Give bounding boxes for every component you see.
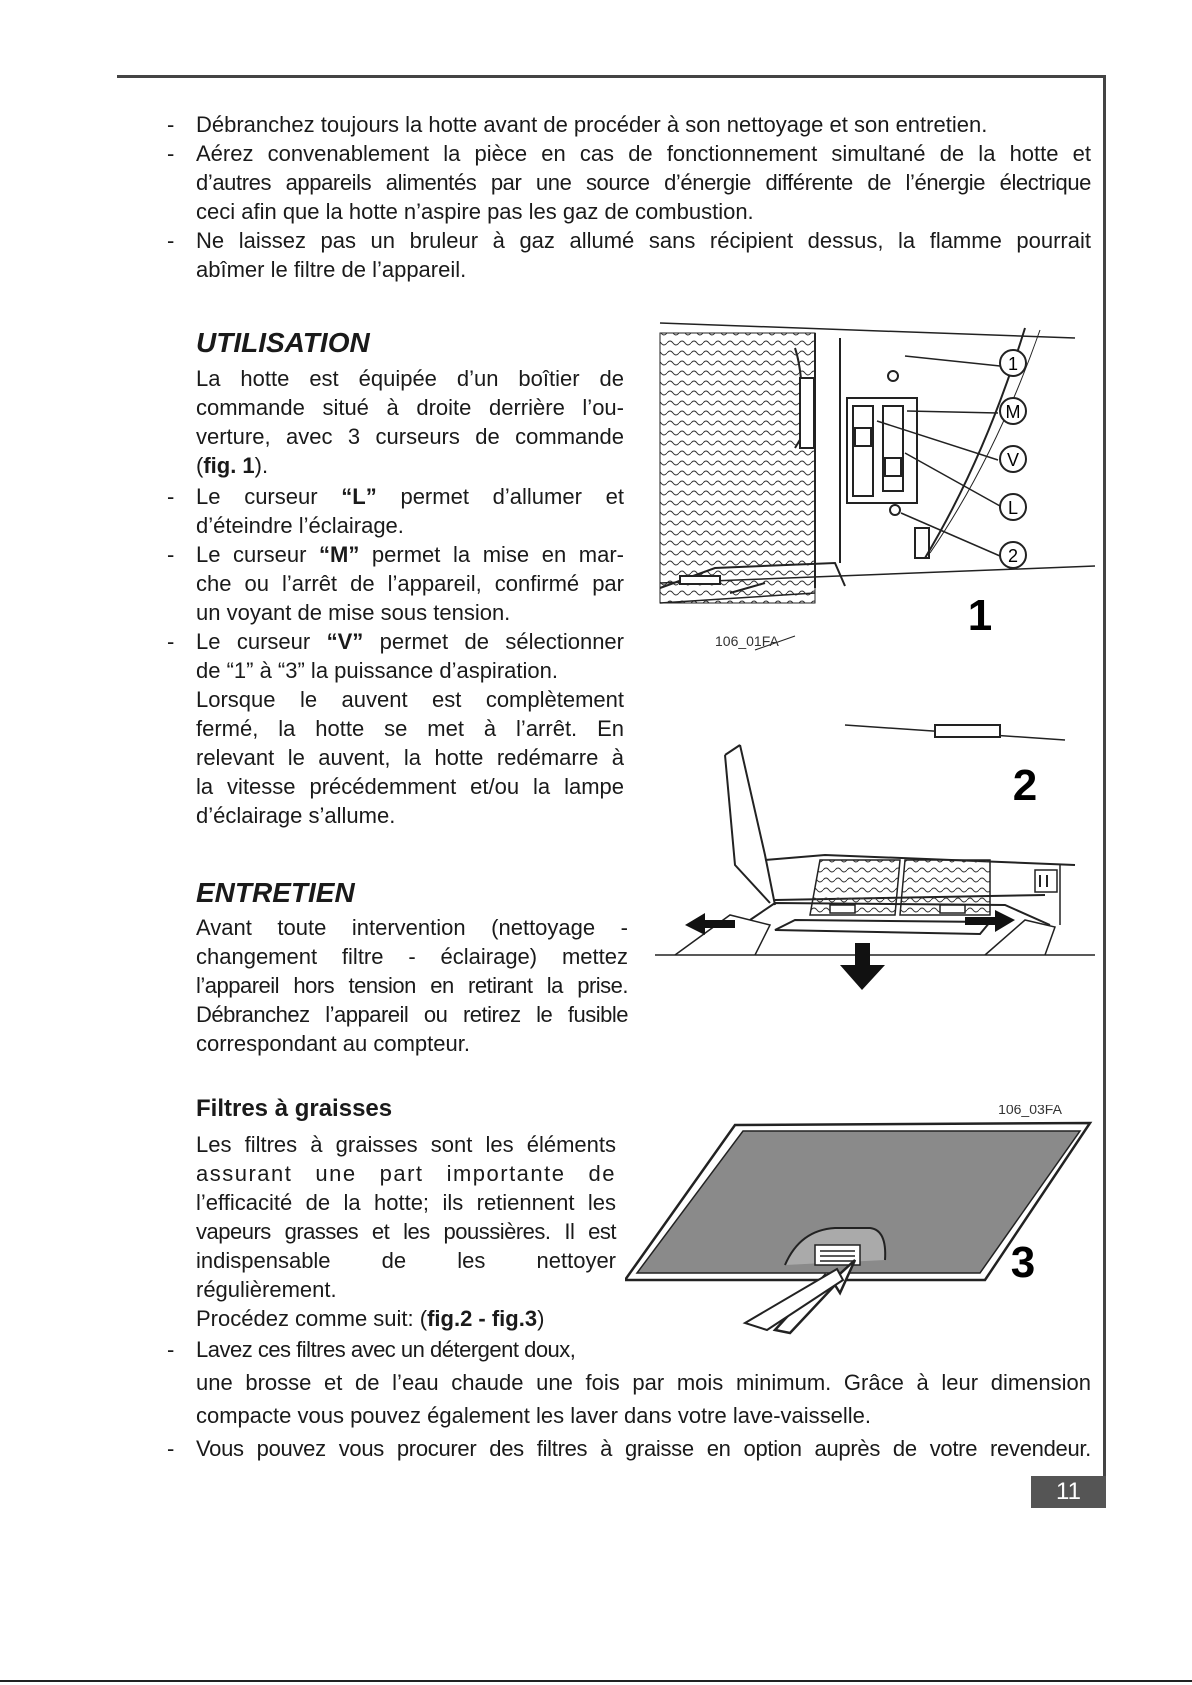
filtres-line: Lavez ces filtres avec un détergent doux, (196, 1337, 576, 1362)
figure-1-number: 1 (967, 591, 993, 640)
cursor-v-line: la vitesse précédemment et/ou la lampe (196, 774, 624, 799)
filtres-line: régulièrement. (196, 1277, 337, 1302)
intro-line-3: d’autres appareils alimentés par une source d’énergie différente de l’énergie électrique (196, 170, 1091, 195)
utilisation-line: La hotte est équipée d’un boîtier de (196, 366, 624, 391)
cursor-l-line: Le curseur “L” permet d’allumer et (196, 484, 624, 509)
cursor-m-line: che ou l’arrêt de l’appareil, confirmé par (196, 571, 624, 596)
filtres-line: Les filtres à graisses sont les éléments (196, 1132, 616, 1157)
entretien-line: Avant toute intervention (nettoyage - (196, 915, 628, 940)
intro-line-2: Aérez convenablement la pièce en cas de fonctionnement simultané de la hotte et (196, 141, 1091, 166)
figure-2-number: 2 (1012, 761, 1038, 810)
cursor-m-line: Le curseur “M” permet la mise en mar- (196, 542, 624, 567)
callout-m: M (1005, 402, 1021, 422)
filtres-line: indispensable de les nettoyer (196, 1248, 616, 1273)
section-title-entretien: ENTRETIEN (196, 877, 355, 908)
figure-3-code: 106_03FA (998, 1105, 1062, 1117)
entretien-line: Débranchez l’appareil ou retirez le fusible (196, 1002, 628, 1027)
filtres-line: Vous pouvez vous procurer des filtres à graisse en option auprès de votre revendeur. (196, 1436, 1091, 1461)
bullet-dash: - (167, 629, 175, 654)
section-title-utilisation: UTILISATION (196, 327, 370, 358)
cursor-l-line: d’éteindre l’éclairage. (196, 513, 404, 538)
entretien-line: changement filtre - éclairage) mettez (196, 944, 628, 969)
utilisation-line: (fig. 1). (196, 453, 269, 478)
bullet-dash: - (167, 112, 175, 137)
bullet-dash: - (167, 1436, 175, 1461)
figure-2-filter-removal (655, 715, 1095, 1015)
filtres-line: vapeurs grasses et les poussières. Il est (196, 1219, 616, 1244)
bullet-dash: - (167, 484, 175, 509)
cursor-v-line: relevant le auvent, la hotte redémarre à (196, 745, 624, 770)
page-number: 11 (1031, 1476, 1106, 1508)
filtres-line: assurant une part importante de (196, 1161, 616, 1186)
bullet-dash: - (167, 141, 175, 166)
cursor-v-line: d’éclairage s’allume. (196, 803, 396, 828)
intro-line-4: ceci afin que la hotte n’aspire pas les gaz de combustion. (196, 199, 754, 224)
utilisation-line: verture, avec 3 curseurs de commande (196, 424, 624, 449)
figure-3-grease-filter (625, 1105, 1095, 1345)
frame-top-rule (117, 75, 1106, 78)
bottom-rule (0, 1680, 1192, 1682)
utilisation-line: commande situé à droite derrière l’ou- (196, 395, 624, 420)
callout-l: L (1007, 498, 1019, 518)
bullet-dash: - (167, 1337, 175, 1362)
entretien-line: l’appareil hors tension en retirant la prise. (196, 973, 628, 998)
frame-right-rule (1103, 75, 1106, 1508)
callout-2: 2 (1007, 546, 1019, 566)
filtres-line: compacte vous pouvez également les laver dans votre lave-vaisselle. (196, 1403, 872, 1428)
cursor-v-line: fermé, la hotte se met à l’arrêt. En (196, 716, 624, 741)
cursor-v-line: Le curseur “V” permet de sélectionner (196, 629, 624, 654)
figure-3-number: 3 (1010, 1238, 1036, 1287)
cursor-v-line: de “1” à “3” la puissance d’aspiration. (196, 658, 558, 683)
cursor-v-line: Lorsque le auvent est complètement (196, 687, 624, 712)
intro-line-1: Débranchez toujours la hotte avant de procéder à son nettoyage et son entretien. (196, 112, 988, 137)
figure-1-code: 106_01FA (715, 633, 779, 649)
intro-line-6: abîmer le filtre de l’appareil. (196, 257, 467, 282)
callout-v: V (1006, 450, 1020, 470)
cursor-m-line: un voyant de mise sous tension. (196, 600, 511, 625)
filtres-line: une brosse et de l’eau chaude une fois par mois minimum. Grâce à leur dimension (196, 1370, 1091, 1395)
bullet-dash: - (167, 542, 175, 567)
figure-1-control-panel (655, 318, 1095, 653)
filtres-line: l’efficacité de la hotte; ils retiennent les (196, 1190, 616, 1215)
bullet-dash: - (167, 228, 175, 253)
filtres-line: Procédez comme suit: (fig.2 - fig.3) (196, 1306, 545, 1331)
intro-line-5: Ne laissez pas un bruleur à gaz allumé sans récipient dessus, la flamme pourrait (196, 228, 1091, 253)
callout-1: 1 (1007, 354, 1019, 374)
entretien-line: correspondant au compteur. (196, 1031, 470, 1056)
subsection-title-filtres: Filtres à graisses (196, 1095, 393, 1122)
